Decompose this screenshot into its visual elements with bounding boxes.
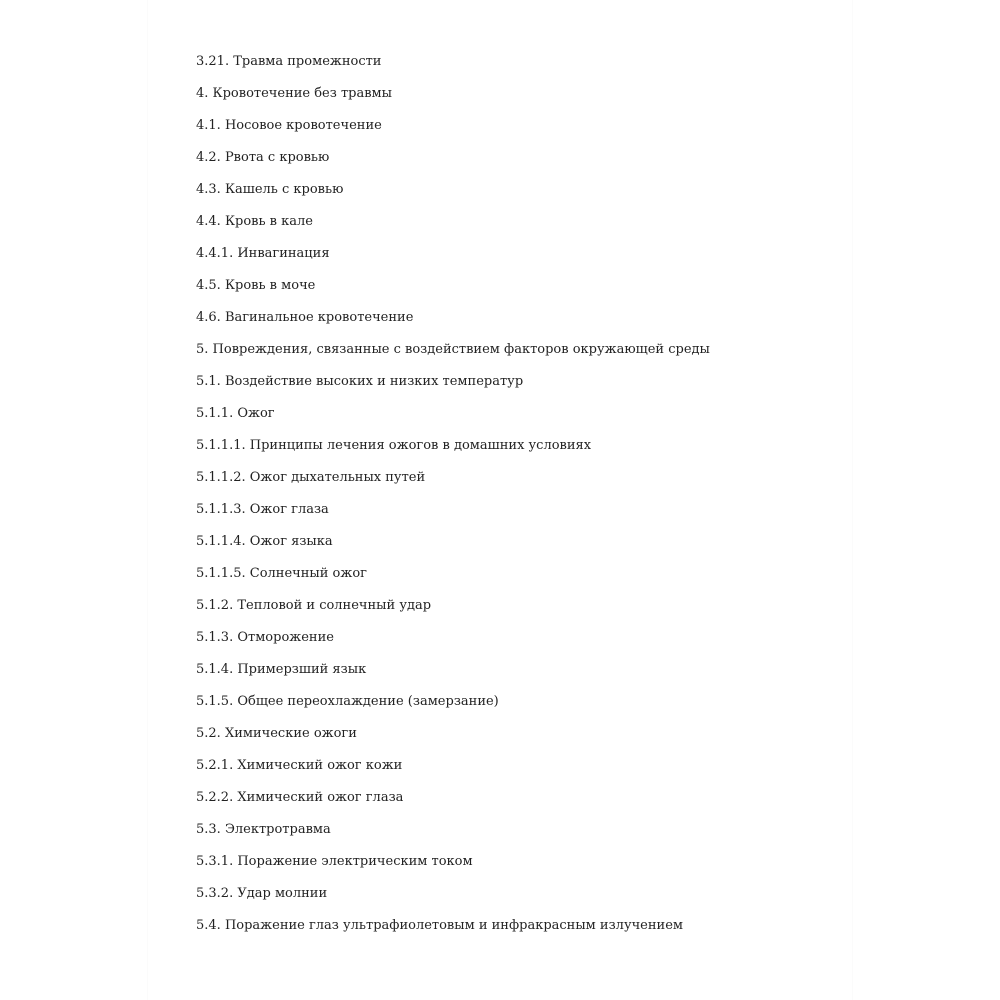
toc-item: 5.1.1.1. Принципы лечения ожогов в домашних условиях — [196, 438, 592, 453]
toc-item: 5.1.1.3. Ожог глаза — [196, 502, 329, 517]
toc-item: 4.6. Вагинальное кровотечение — [196, 310, 414, 325]
toc-item: 5.1. Воздействие высоких и низких температур — [196, 374, 524, 389]
toc-item: 5.1.4. Примерзший язык — [196, 662, 367, 677]
toc-item: 5.1.1.5. Солнечный ожог — [196, 566, 367, 581]
toc-item: 4.5. Кровь в моче — [196, 278, 316, 293]
toc-item: 5.2. Химические ожоги — [196, 726, 357, 741]
toc-item: 5.1.1.2. Ожог дыхательных путей — [196, 470, 426, 485]
toc-item: 5. Повреждения, связанные с воздействием факторов окружающей среды — [196, 342, 710, 357]
toc-item: 5.2.1. Химический ожог кожи — [196, 758, 403, 773]
toc-item: 3.21. Травма промежности — [196, 54, 382, 69]
toc-item: 4. Кровотечение без травмы — [196, 86, 393, 101]
toc-item: 5.1.2. Тепловой и солнечный удар — [196, 598, 432, 613]
toc-item: 5.2.2. Химический ожог глаза — [196, 790, 404, 805]
toc-item: 4.2. Рвота с кровью — [196, 150, 330, 165]
toc-item: 5.3.1. Поражение электрическим током — [196, 854, 473, 869]
toc-item: 5.3. Электротравма — [196, 822, 331, 837]
toc-item: 5.1.1.4. Ожог языка — [196, 534, 333, 549]
toc-item: 4.3. Кашель с кровью — [196, 182, 344, 197]
toc-item: 5.1.3. Отморожение — [196, 630, 334, 645]
toc-item: 4.4.1. Инвагинация — [196, 246, 330, 261]
table-of-contents — [196, 52, 710, 948]
toc-item: 5.3.2. Удар молнии — [196, 886, 328, 901]
toc-item: 5.1.1. Ожог — [196, 406, 275, 421]
toc-item: 5.1.5. Общее переохлаждение (замерзание) — [196, 694, 499, 709]
toc-item: 4.1. Носовое кровотечение — [196, 118, 382, 133]
toc-item: 5.4. Поражение глаз ультрафиолетовым и инфракрасным излучением — [196, 918, 684, 933]
toc-item: 4.4. Кровь в кале — [196, 214, 313, 229]
